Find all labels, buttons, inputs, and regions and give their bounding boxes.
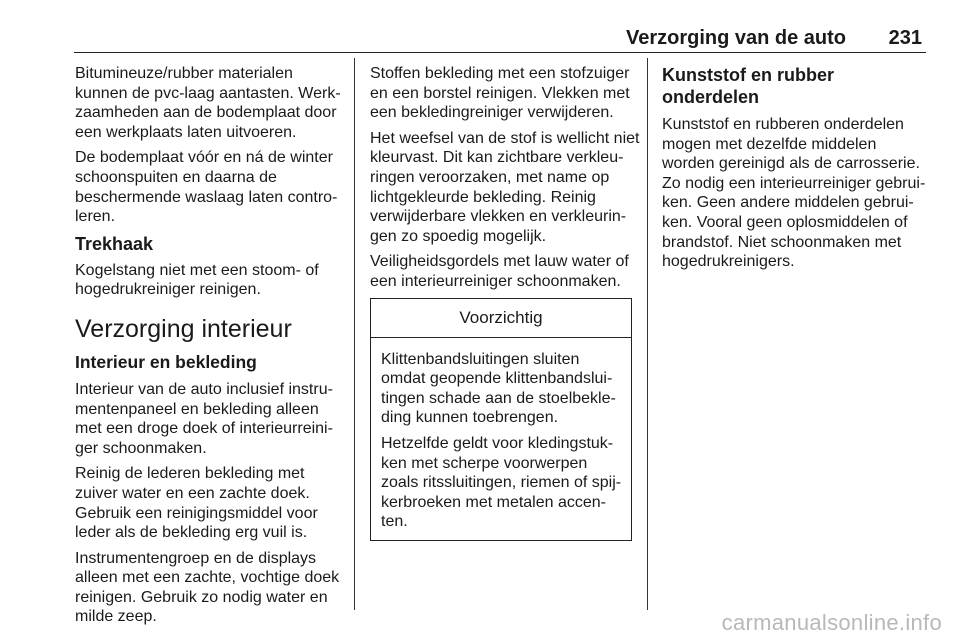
text-line: beschermende waslaag laten contro- [75,188,338,206]
column-divider [647,58,648,610]
text-line: alleen met een zachte, vochtige doek [75,569,340,587]
text-line: zaamheden aan de bodemplaat door [75,104,337,122]
text-line: Gebruik een reinigingsmiddel voor [75,504,318,522]
text-line: hogedrukreinigers. [662,253,795,271]
text-line: Instrumentengroep en de displays [75,549,317,567]
text-line: worden gereinigd als de carrosserie. [662,155,920,173]
running-title: Verzorging van de auto [625,27,846,49]
text-line: hogedrukreiniger reinigen. [75,281,261,299]
text-line: brandstof. Niet schoonmaken met [662,233,902,251]
text-line: Klittenbandsluitingen sluiten [381,350,580,368]
text-line: mentenpaneel en bekleding alleen [75,400,319,418]
text-line: met een droge doek of interieurreini- [75,420,333,438]
paragraph [75,549,343,627]
text-line: mogen met dezelfde middelen [662,135,877,153]
paragraph [370,64,634,123]
caution-box [370,298,632,541]
section-heading-kunststof: Kunststof en rubber onderdelen [662,65,835,107]
watermark-text: carmanualsonline.info [721,610,942,635]
text-line: Zo nodig een interieurreiniger gebrui- [662,174,926,192]
column-middle [370,64,640,541]
column-left [75,64,343,633]
text-line: zuiver water en een zachte doek. [75,484,310,502]
text-line: een interieurreiniger schoonmaken. [370,272,621,290]
paragraph [662,115,926,272]
text-line: ken. Geen andere middelen gebrui- [662,194,914,212]
paragraph [75,380,343,458]
text-line: De bodemplaat vóór en ná de winter [75,149,333,167]
column-divider [354,58,355,610]
text-line: tingen schade aan de stoelbekle- [381,389,616,407]
caution-heading: Voorzichtig [371,299,631,338]
text-line: Kunststof en rubberen onderdelen [662,116,904,133]
text-line: ken. Vooral geen oplosmiddelen of [662,213,908,231]
section-heading-bekleding: Interieur en bekleding [75,351,257,372]
page-header [74,26,926,53]
text-line: milde zeep. [75,608,157,626]
paragraph [75,261,343,300]
text-line: Kogelstang niet met een stoom- of [75,261,319,279]
text-line: kleurvast. Dit kan zichtbare verkleu- [370,149,624,167]
column-right [662,64,926,278]
paragraph [75,464,343,542]
text-line: reinigen. Gebruik zo nodig water en [75,588,328,606]
text-line: ten. [381,513,408,531]
text-line: leder als de bekleding erg vuil is. [75,524,308,542]
paragraph [75,148,343,226]
text-line: Hetzelfde geldt voor kledingstuk- [381,434,614,452]
chapter-heading-interieur: Verzorging interieur [75,314,292,343]
paragraph [381,350,621,428]
text-line: Interieur van de auto inclusief instru- [75,380,333,398]
text-line: ger schoonmaken. [75,439,207,457]
text-line: gen zo spoedig mogelijk. [370,227,547,245]
section-heading-trekhaak: Trekhaak [75,233,154,254]
text-line: ken met scherpe voorwerpen [381,454,588,472]
text-line: Bitumineuze/rubber materialen [75,65,293,82]
paragraph [381,434,621,532]
paragraph [370,252,634,291]
text-line: Stoffen bekleding met een stofzuiger [370,65,630,82]
text-line: leren. [75,208,116,226]
text-line: verwijderbare vlekken en verkleurin- [370,208,627,226]
text-line: lichtgekleurde bekleding. Reinig [370,188,596,206]
text-line: een werkplaats laten uitvoeren. [75,123,297,141]
text-line: Veiligheidsgordels met lauw water of [370,253,629,271]
paragraph [370,129,640,247]
caution-body [371,338,631,540]
text-line: Het weefsel van de stof is wellicht niet [370,129,640,147]
paragraph [75,64,343,142]
text-line: zoals ritssluitingen, riemen of spij- [381,474,622,492]
page-number: 231 [888,27,922,49]
text-line: ding kunnen toebrengen. [381,409,559,427]
text-line: een bekledingreiniger verwijderen. [370,104,614,122]
text-line: schoonspuiten en daarna de [75,168,277,186]
text-line: kunnen de pvc-laag aantasten. Werk- [75,84,341,102]
text-line: ringen veroorzaken, met name op [370,168,610,186]
text-line: omdat geopende klittenbandslui- [381,370,613,388]
text-line: en een borstel reinigen. Vlekken met [370,84,630,102]
text-line: Reinig de lederen bekleding met [75,465,305,483]
text-line: kerbroeken met metalen accen- [381,493,606,511]
